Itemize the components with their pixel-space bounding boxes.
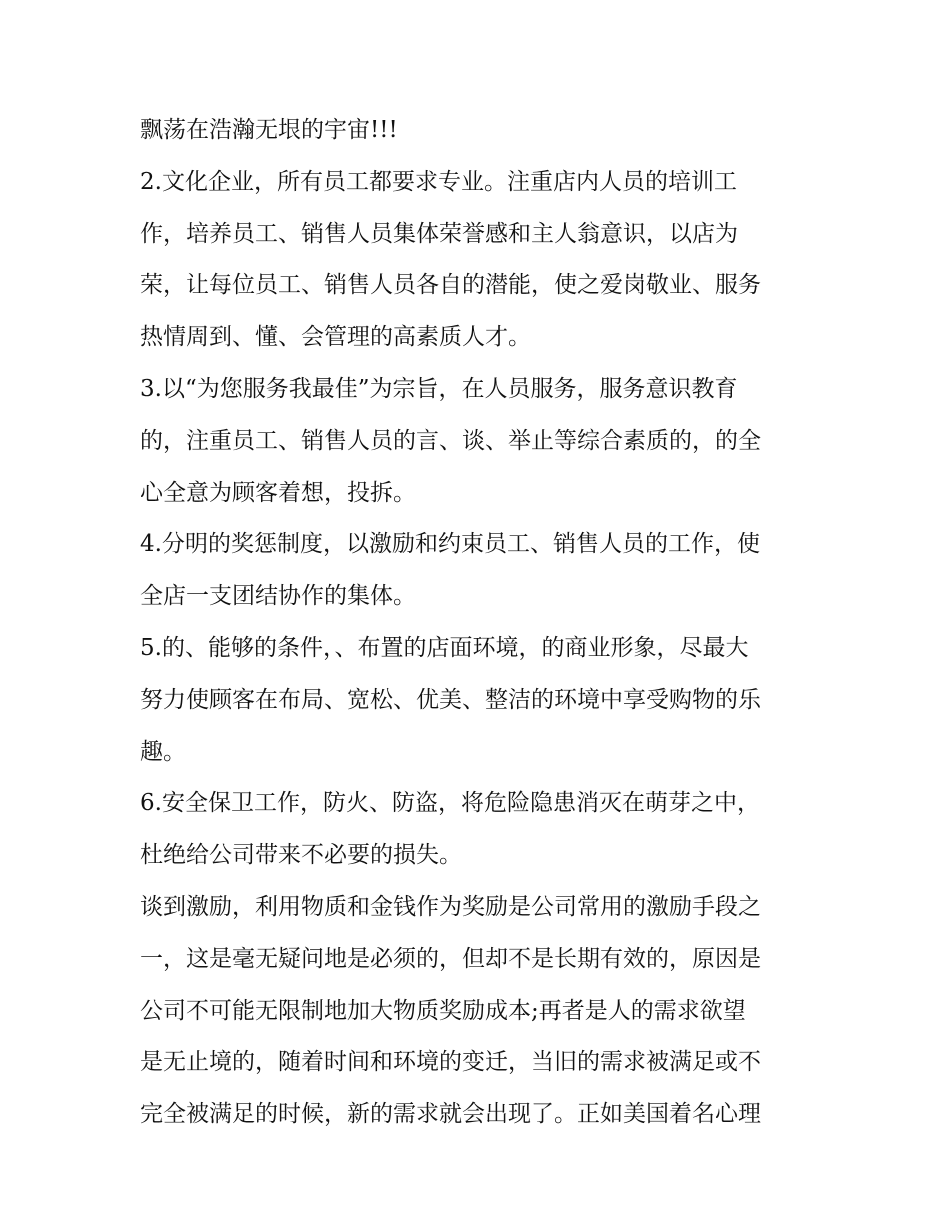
text-line: 谈到激励，利用物质和金钱作为奖励是公司常用的激励手段之	[140, 893, 761, 920]
text-line: 3.以“为您服务我最佳”为宗旨，在人员服务，服务意识教育	[140, 375, 738, 402]
text-line: 飘荡在浩瀚无垠的宇宙!!!	[140, 117, 398, 143]
text-line: 6.安全保卫工作，防火、防盗，将危险隐患消灭在萌芽之中，	[140, 790, 760, 817]
text-line: 杜绝给公司带来不必要的损失。	[140, 842, 462, 869]
text-line: 2.文化企业，所有员工都要求专业。注重店内人员的培训工	[140, 168, 737, 195]
text-line: 趣。	[140, 738, 186, 765]
text-line: 公司不可能无限制地加大物质奖励成本;再者是人的需求欲望	[140, 997, 746, 1024]
text-line: 一，这是毫无疑问地是必须的，但却不是长期有效的，原因是	[140, 945, 761, 972]
text-line: 是无止境的，随着时间和环境的变迁，当旧的需求被满足或不	[140, 1049, 761, 1076]
text-line: 的，注重员工、销售人员的言、谈、举止等综合素质的，的全	[140, 427, 761, 454]
text-line: 心全意为顾客着想，投拆。	[140, 479, 416, 506]
text-line: 努力使顾客在布局、宽松、优美、整洁的环境中享受购物的乐	[140, 686, 761, 713]
text-line: 热情周到、懂、会管理的高素质人才。	[140, 324, 531, 351]
document-body	[140, 110, 820, 1146]
text-line: 5.的、能够的条件，、布置的店面环境，的商业形象，尽最大	[140, 634, 749, 661]
text-line: 4.分明的奖惩制度，以激励和约束员工、销售人员的工作，使	[140, 531, 760, 558]
text-line: 完全被满足的时候，新的需求就会出现了。正如美国着名心理	[140, 1101, 761, 1128]
text-line: 全店一支团结协作的集体。	[140, 583, 416, 610]
text-line: 作，培养员工、销售人员集体荣誉感和主人翁意识，以店为	[140, 220, 738, 247]
text-line: 荣，让每位员工、销售人员各自的潜能，使之爱岗敬业、服务	[140, 272, 761, 299]
